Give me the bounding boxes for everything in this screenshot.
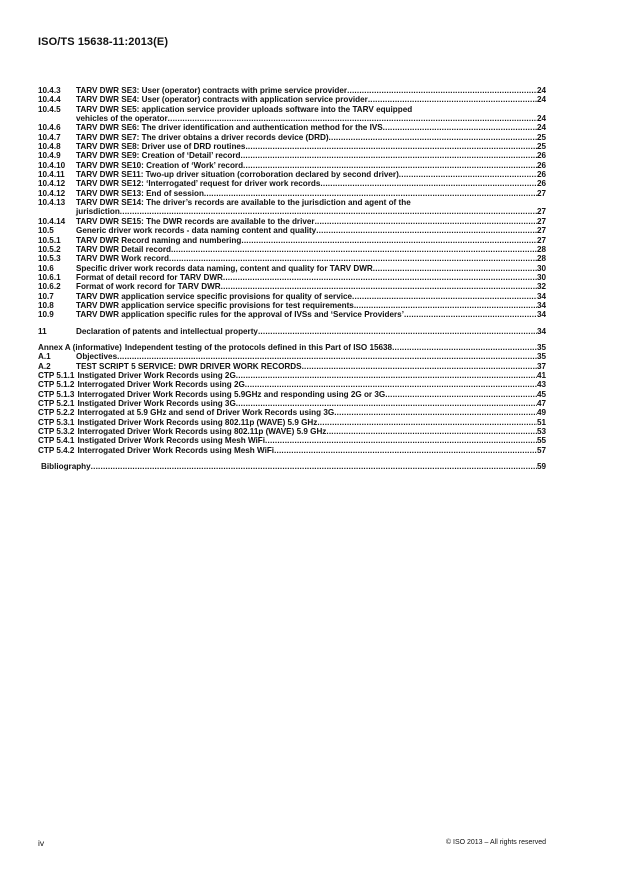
toc-entry-title: Format of detail record for TARV DWR — [76, 272, 223, 282]
toc-entry-title: TEST SCRIPT 5 SERVICE: DWR DRIVER WORK RECORDS — [76, 361, 302, 371]
toc-page-number: 35 — [536, 342, 546, 352]
toc-leader-dots — [171, 245, 537, 254]
page-number: iv — [38, 838, 45, 848]
toc-leader-dots — [274, 446, 537, 455]
toc-leader-dots — [91, 462, 537, 471]
toc-entry-title: TARV DWR application service specific provisions for quality of service — [76, 291, 353, 301]
toc-page-number: 57 — [536, 445, 546, 455]
toc-entry-title: TARV DWR SE3: User (operator) contracts with prime service provider — [76, 86, 348, 95]
toc-entry-number: CTP 5.2.1 — [38, 399, 75, 408]
toc-entry-number: 10.4.4 — [38, 95, 61, 105]
toc-leader-dots — [334, 408, 537, 417]
toc-section-gap — [38, 320, 546, 327]
toc-entry[interactable] — [38, 133, 546, 142]
toc-page-number: 27 — [536, 226, 546, 236]
toc-entry-number: 10.5.2 — [38, 244, 61, 254]
toc-page-number: 27 — [536, 188, 546, 198]
toc-entry-title: TARV DWR SE10: Creation of ‘Work’ record — [76, 160, 244, 170]
toc-leader-dots — [352, 292, 537, 301]
toc-leader-dots — [245, 380, 537, 389]
toc-entry[interactable] — [38, 282, 546, 291]
toc-entry-title: Objectives — [76, 352, 118, 362]
toc-entry-number: CTP 5.1.1 — [38, 370, 75, 380]
toc-entry-title: TARV DWR Detail record — [76, 244, 171, 254]
toc-entry-number: 10.6.2 — [38, 282, 61, 292]
toc-page-number: 24 — [536, 86, 546, 95]
toc-entry[interactable] — [38, 142, 546, 151]
toc-page-number: 34 — [536, 300, 546, 310]
toc-page-number: 24 — [536, 95, 546, 105]
toc-entry-number: 10.6.1 — [38, 272, 61, 282]
toc-leader-dots — [368, 95, 537, 104]
toc-leader-dots — [236, 371, 537, 380]
toc-entry[interactable] — [38, 327, 546, 336]
toc-entry-number: CTP 5.1.3 — [38, 389, 75, 399]
toc-entry-title: TARV DWR application service specific provisions for test requirements — [76, 300, 354, 310]
toc-leader-dots — [302, 362, 537, 371]
toc-entry[interactable] — [38, 418, 546, 427]
toc-entry-number: 10.4.9 — [38, 151, 61, 161]
toc-page-number: 35 — [536, 352, 546, 362]
toc-entry[interactable] — [38, 179, 546, 188]
toc-page-number: 37 — [536, 361, 546, 371]
toc-page-number: 25 — [536, 132, 546, 142]
toc-entry-title: TARV DWR Record naming and numbering — [76, 235, 242, 245]
toc-entry[interactable] — [38, 105, 546, 114]
toc-page-number: 27 — [536, 235, 546, 245]
toc-entry-number: 11 — [38, 326, 47, 336]
toc-page-number: 47 — [536, 399, 546, 408]
toc-entry-title: Interrogated Driver Work Records using 5.9GHz and responding using 2G or 3G — [77, 389, 386, 399]
toc-entry[interactable] — [38, 462, 546, 471]
toc-leader-dots — [236, 399, 537, 408]
toc-leader-dots — [223, 273, 537, 282]
toc-entry-title: Interrogated at 5.9 GHz and send of Driver Work Records using 3G — [77, 408, 335, 418]
toc-leader-dots — [373, 264, 537, 273]
toc-entry[interactable] — [38, 436, 546, 445]
toc-page-number: 26 — [536, 170, 546, 180]
toc-page-number: 27 — [536, 216, 546, 226]
toc-entry-number: A.2 — [38, 361, 51, 371]
toc-entry-number: 10.4.6 — [38, 123, 61, 133]
toc-page-number: 28 — [536, 254, 546, 264]
toc-entry-title: Instigated Driver Work Records using 802.11p (WAVE) 5.9 GHz — [77, 417, 318, 427]
toc-entry[interactable] — [38, 245, 546, 254]
toc-entry-title: Instigated Driver Work Records using Mesh WiFi — [77, 436, 266, 446]
toc-entry-title: TARV DWR SE8: Driver use of DRD routines — [76, 142, 246, 152]
toc-entry[interactable] — [38, 236, 546, 245]
toc-entry-number: CTP 5.4.1 — [38, 436, 75, 446]
toc-entry-number: CTP 5.3.1 — [38, 417, 75, 427]
toc-entry-number: 10.4.10 — [38, 160, 66, 170]
toc-section-gap — [38, 455, 546, 462]
toc-leader-dots — [326, 427, 537, 436]
toc-entry-title: Interrogated Driver Work Records using 2G — [77, 380, 245, 390]
toc-entry[interactable] — [38, 123, 546, 132]
toc-entry[interactable] — [38, 446, 546, 455]
toc-leader-dots — [204, 189, 537, 198]
toc-entry[interactable] — [38, 226, 546, 235]
toc-entry-title: TARV DWR application specific rules for the approval of IVSs and ‘Service Providers’ — [76, 310, 404, 320]
toc-entry-number: 10.9 — [38, 310, 54, 320]
toc-entry-number: 10.6 — [38, 263, 54, 273]
toc-entry-title: TARV DWR SE13: End of session — [76, 188, 204, 198]
toc-leader-dots — [243, 161, 537, 170]
toc-entry[interactable] — [38, 264, 546, 273]
toc-leader-dots — [315, 217, 537, 226]
toc-entry-number: 10.8 — [38, 300, 54, 310]
toc-entry-number: A.1 — [38, 352, 51, 362]
toc-entry-title: TARV DWR SE15: The DWR records are available to the driver — [76, 216, 315, 226]
toc-page-number: 41 — [536, 370, 546, 380]
toc-entry-number: CTP 5.4.2 — [38, 445, 75, 455]
toc-leader-dots — [258, 327, 537, 336]
toc-page-number: 43 — [536, 380, 546, 390]
toc-leader-dots — [385, 390, 537, 399]
toc-entry[interactable] — [38, 254, 546, 263]
toc-entry[interactable] — [38, 95, 546, 104]
toc-entry-number: 10.4.5 — [38, 104, 61, 114]
toc-page-number: 34 — [536, 326, 546, 336]
toc-leader-dots — [221, 282, 537, 291]
toc-entry-title: TARV DWR SE12: ‘Interrogated’ request for driver work records — [76, 179, 321, 189]
toc-entry-number: Annex A (informative) — [38, 342, 122, 352]
toc-leader-dots — [317, 418, 537, 427]
toc-entry-title-continued: vehicles of the operator — [76, 114, 168, 124]
toc-leader-dots — [320, 179, 537, 188]
toc-page-number: 34 — [536, 291, 546, 301]
toc-entry[interactable] — [38, 408, 546, 417]
toc-page-number: 49 — [536, 408, 546, 418]
toc-entry-number: 10.5.1 — [38, 235, 61, 245]
toc-section-gap — [38, 336, 546, 343]
toc-page-number: 30 — [536, 272, 546, 282]
toc-entry-number: 10.4.3 — [38, 86, 61, 95]
toc-page-number: 59 — [536, 462, 546, 472]
toc-entry[interactable] — [38, 217, 546, 226]
toc-entry-title: TARV DWR SE4: User (operator) contracts with application service provider — [76, 95, 368, 105]
toc-leader-dots — [347, 86, 537, 95]
toc-page-number: 26 — [536, 151, 546, 161]
toc-entry[interactable] — [38, 310, 546, 319]
toc-page-number: 24 — [536, 114, 546, 124]
toc-entry-title: TARV DWR SE5: application service provider uploads software into the TARV equipped — [76, 104, 413, 114]
toc-entry-title: Independent testing of the protocols defined in this Part of ISO 15638 — [124, 342, 393, 352]
toc-entry-title: Instigated Driver Work Records using 3G — [77, 399, 236, 408]
toc-entry[interactable] — [38, 371, 546, 380]
toc-page-number: 26 — [536, 179, 546, 189]
toc-entry[interactable] — [38, 427, 546, 436]
toc-entry[interactable] — [38, 292, 546, 301]
toc-entry-title: TARV DWR Work record — [76, 254, 169, 264]
toc-entry-title: TARV DWR SE7: The driver obtains a driver records device (DRD) — [76, 132, 329, 142]
toc-entry[interactable] — [38, 399, 546, 408]
toc-entry-title: Generic driver work records - data naming content and quality — [76, 226, 317, 236]
copyright-notice: © ISO 2013 – All rights reserved — [445, 839, 546, 846]
toc-entry[interactable] — [38, 301, 546, 310]
toc-entry-number: CTP 5.2.2 — [38, 408, 75, 418]
toc-entry[interactable] — [38, 362, 546, 371]
toc-entry-title: Interrogated Driver Work Records using 802.11p (WAVE) 5.9 GHz — [77, 427, 327, 437]
toc-entry-title: Specific driver work records data naming, content and quality for TARV DWR — [76, 263, 373, 273]
toc-entry-title: Instigated Driver Work Records using 2G — [77, 370, 236, 380]
toc-page-number: 25 — [536, 142, 546, 152]
toc-page-number: 27 — [536, 207, 546, 217]
toc-entry-number: 10.4.8 — [38, 142, 61, 152]
toc-leader-dots — [245, 142, 537, 151]
toc-page-number: 30 — [536, 263, 546, 273]
toc-leader-dots — [265, 436, 537, 445]
toc-entry-title: TARV DWR SE11: Two-up driver situation (corroboration declared by second driver) — [76, 170, 399, 180]
toc-entry-title: TARV DWR SE6: The driver identification and authentication method for the IVS — [76, 123, 383, 133]
toc-entry-number: 10.4.12 — [38, 188, 66, 198]
toc-entry[interactable] — [38, 273, 546, 282]
toc-leader-dots — [392, 343, 537, 352]
toc-entry-number: CTP 5.3.2 — [38, 427, 75, 437]
toc-page-number: 26 — [536, 160, 546, 170]
toc-entry-number: 10.5.3 — [38, 254, 61, 264]
toc-entry-number: 10.4.7 — [38, 132, 61, 142]
toc-leader-dots — [240, 151, 536, 160]
toc-leader-dots — [404, 310, 537, 319]
toc-entry[interactable] — [38, 86, 546, 95]
toc-page-number: 34 — [536, 310, 546, 320]
toc-leader-dots — [169, 254, 537, 263]
toc-entry-number: 10.7 — [38, 291, 54, 301]
toc-page-number: 55 — [536, 436, 546, 446]
toc-leader-dots — [399, 170, 537, 179]
toc-entry[interactable] — [38, 170, 546, 179]
toc-page-number: 51 — [536, 417, 546, 427]
toc-leader-dots — [241, 236, 537, 245]
toc-leader-dots — [383, 123, 537, 132]
toc-entry-title: Declaration of patents and intellectual property — [76, 326, 258, 336]
toc-page-number: 53 — [536, 427, 546, 437]
toc-leader-dots — [354, 301, 537, 310]
toc-leader-dots — [329, 133, 537, 142]
toc-entry-title: TARV DWR SE14: The driver’s records are available to the jurisdiction and agent of the — [76, 198, 411, 208]
toc-entry[interactable] — [38, 343, 546, 352]
toc-entry-title: Bibliography — [41, 462, 91, 472]
toc-entry[interactable] — [38, 189, 546, 198]
document-header: ISO/TS 15638-11:2013(E) — [38, 36, 169, 48]
toc-entry-continuation[interactable] — [38, 114, 546, 123]
toc-entry[interactable] — [38, 198, 546, 207]
toc-entry-continuation[interactable] — [38, 207, 546, 216]
toc-leader-dots — [316, 226, 537, 235]
toc-page-number: 28 — [536, 244, 546, 254]
toc-leader-dots — [168, 114, 537, 123]
table-of-contents — [38, 86, 546, 471]
toc-page-number: 24 — [536, 123, 546, 133]
toc-entry-number: 10.5 — [38, 226, 54, 236]
toc-leader-dots — [117, 352, 537, 361]
toc-entry[interactable] — [38, 380, 546, 389]
toc-entry[interactable] — [38, 352, 546, 361]
toc-entry-title: TARV DWR SE9: Creation of ‘Detail’ record — [76, 151, 241, 161]
toc-entry-number: 10.4.12 — [38, 179, 66, 189]
toc-entry-number: 10.4.13 — [38, 198, 66, 208]
toc-entry-title-continued: jurisdiction — [76, 207, 120, 217]
toc-entry[interactable] — [38, 161, 546, 170]
toc-entry-number: CTP 5.1.2 — [38, 380, 75, 390]
toc-entry-title: Format of work record for TARV DWR — [76, 282, 221, 292]
toc-page-number: 45 — [536, 389, 546, 399]
toc-entry[interactable] — [38, 151, 546, 160]
toc-entry-number: 10.4.14 — [38, 216, 66, 226]
toc-entry[interactable] — [38, 390, 546, 399]
toc-entry-title: Interrogated Driver Work Records using Mesh WiFi — [77, 445, 275, 455]
toc-leader-dots — [120, 207, 537, 216]
toc-entry-number: 10.4.11 — [38, 170, 65, 180]
toc-page-number: 32 — [536, 282, 546, 292]
